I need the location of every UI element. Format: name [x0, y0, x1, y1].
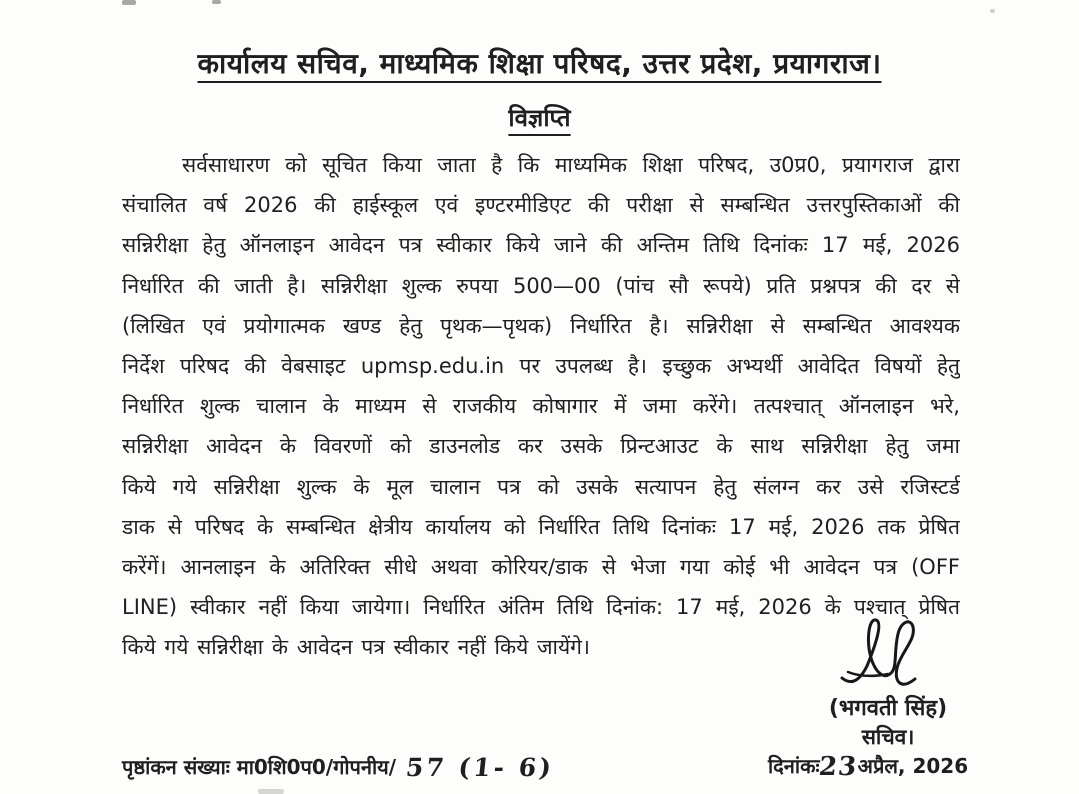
body-line: सन्निरीक्षा हेतु ऑनलाइन आवेदन पत्र स्वीकार किये जाने की अन्तिम तिथि दिनांकः 17 मई, 2026 [122, 233, 960, 258]
body-line: LINE) स्वीकार नहीं किया जायेगा। निर्धारित अंतिम तिथि दिनांक: 17 मई, 2026 के पश्चात् प्रेषित [122, 595, 960, 620]
notice-heading-text: विज्ञप्ति [508, 104, 571, 132]
body-line: निर्धारित शुल्क चालान के माध्यम से राजकीय कोषागार में जमा करेंगे। तत्पश्चात् ऑनलाइन भरे, [122, 394, 960, 419]
endorsement-line [122, 753, 554, 782]
notice-heading [0, 101, 1079, 134]
scan-artifact-speck [122, 0, 136, 5]
scan-artifact-speck [990, 9, 995, 13]
body-line: (लिखित एवं प्रयोगात्मक खण्ड हेतु पृथक—पृथक) निर्धारित है। सन्निरीक्षा से सम्बन्धित आवश्यक [122, 313, 960, 338]
body-line: संचालित वर्ष 2026 की हाईस्कूल एवं इण्टरमीडिएट की परीक्षा से सम्बन्धित उत्तरपुस्तिकाओं की [122, 193, 960, 218]
signatory-name: (भगवती सिंह) [828, 696, 948, 721]
issue-date [768, 752, 968, 782]
scan-artifact-speck [258, 789, 284, 794]
body-line: करेंगें। आनलाइन के अतिरिक्त सीधे अथवा कोरियर/डाक से भेजा गया कोई भी आवेदन पत्र (OFF [122, 554, 960, 579]
body-line: निर्देश परिषद की वेबसाइट upmsp.edu.in पर उपलब्ध है। इच्छुक अभ्यर्थी आवेदित विषयों हेतु [122, 353, 960, 378]
scan-artifact-speck [212, 0, 221, 4]
endorsement-number-handwritten: 57 (1- 6) [404, 753, 556, 782]
body-line: सर्वसाधारण को सूचित किया जाता है कि माध्यमिक शिक्षा परिषद, उ0प्र0, प्रयागराज द्वारा [182, 153, 960, 177]
signatory-designation: सचिव। [861, 725, 915, 749]
body-line: किये गये सन्निरीक्षा के आवेदन पत्र स्वीकार नहीं किये जायेंगे। [122, 635, 590, 660]
body-line: निर्धारित की जाती है। सन्निरीक्षा शुल्क रुपया 500—00 (पांच सौ रूपये) प्रति प्रश्नपत्र की दर से [122, 273, 960, 298]
issue-date-label: दिनांकः [768, 754, 820, 778]
signature-block [793, 616, 983, 751]
office-title-text: कार्यालय सचिव, माध्यमिक शिक्षा परिषद, उत्तर प्रदेश, प्रयागराज। [197, 47, 882, 80]
body-line: सन्निरीक्षा आवेदन के विवरणों को डाउनलोड कर उसके प्रिन्टआउट के साथ सन्निरीक्षा हेतु जमा [122, 434, 960, 459]
body-line: किये गये सन्निरीक्षा शुल्क के मूल चालान पत्र को उसके सत्यापन हेतु संलग्न कर उसे रजिस्टर्ड [122, 474, 960, 499]
office-title [0, 44, 1079, 82]
endorsement-label: पृष्ठांकन संख्याः मा0शि0प0/गोपनीय/ [122, 755, 397, 779]
notice-body [122, 145, 960, 667]
handwritten-signature-icon [838, 616, 938, 696]
body-line: डाक से परिषद के सम्बन्धित क्षेत्रीय कार्यालय को निर्धारित तिथि दिनांकः 17 मई, 2026 तक प्रेषित [122, 514, 960, 539]
issue-date-day-handwritten: 23 [817, 752, 860, 782]
issue-date-rest: अप्रैल, 2026 [857, 754, 969, 778]
